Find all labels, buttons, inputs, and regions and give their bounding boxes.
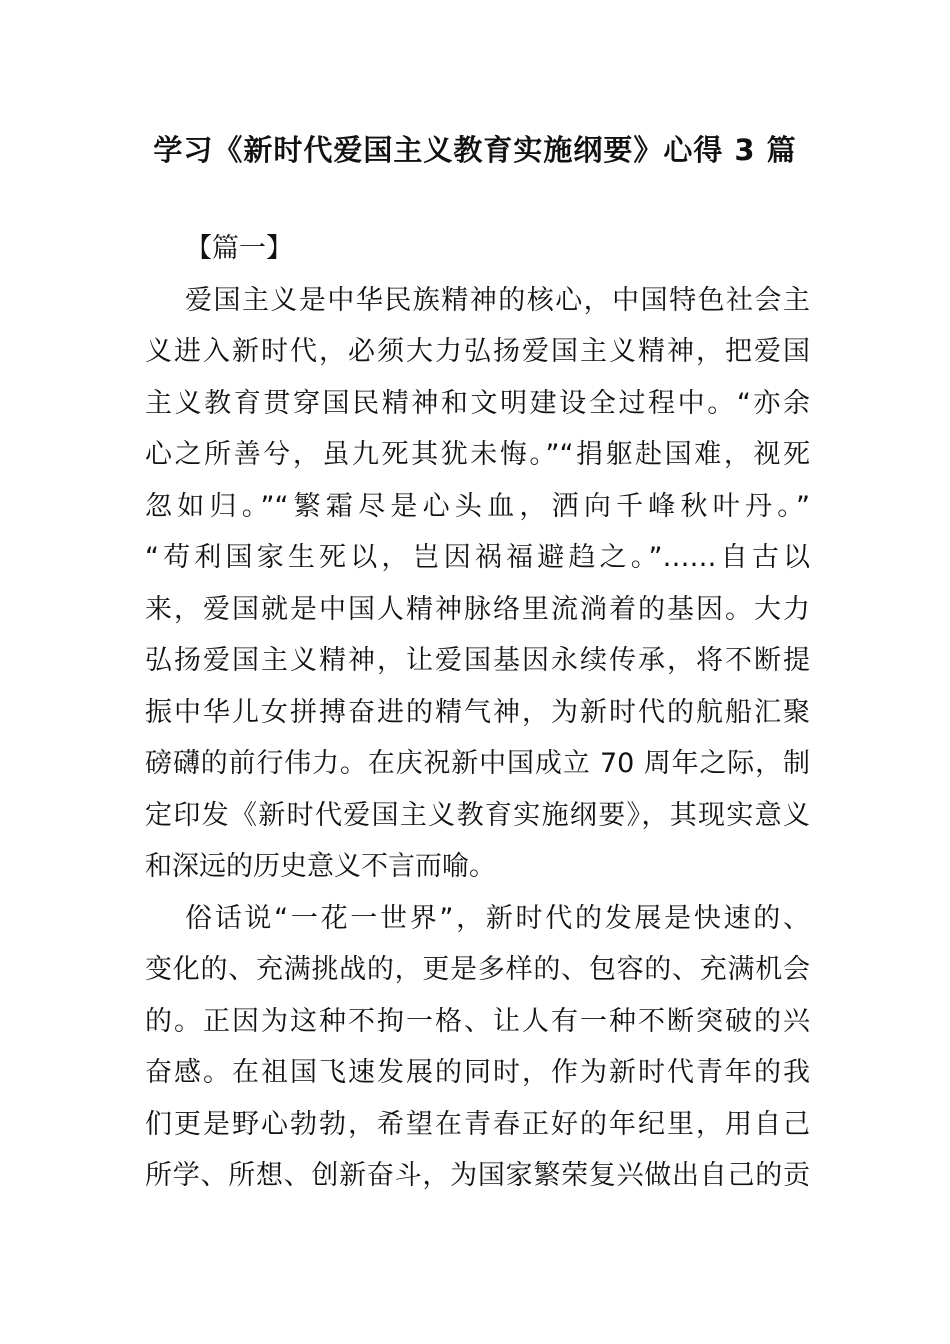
paragraph-line: 弘扬爱国主义精神，让爱国基因永续传承，将不断提 xyxy=(145,645,810,676)
paragraph-line: 主义教育贯穿国民精神和文明建设全过程中。“亦余 xyxy=(145,387,810,419)
paragraph-line: 磅礴的前行伟力。在庆祝新中国成立 70 周年之际，制 xyxy=(145,748,810,779)
paragraph-line: 心之所善兮，虽九死其犹未悔。”“捐躯赴国难，视死 xyxy=(145,439,810,470)
paragraph-line: 爱国主义是中华民族精神的核心，中国特色社会主 xyxy=(185,284,810,316)
paragraph-line: 忽如归。”“繁霜尽是心头血，洒向千峰秋叶丹。” xyxy=(145,490,810,522)
document-body xyxy=(145,223,810,1202)
paragraph-line: 来，爱国就是中国人精神脉络里流淌着的基因。大力 xyxy=(145,593,810,625)
section-heading: 【篇一】 xyxy=(185,233,293,264)
paragraph-line: 义进入新时代，必须大力弘扬爱国主义精神，把爱国 xyxy=(145,336,810,367)
paragraph-line: 们更是野心勃勃，希望在青春正好的年纪里，用自己 xyxy=(145,1108,810,1140)
paragraph-line: 俗话说“一花一世界”，新时代的发展是快速的、 xyxy=(185,902,810,934)
paragraph-line: 的。正因为这种不拘一格、让人有一种不断突破的兴 xyxy=(145,1005,810,1037)
paragraph-line: 和深远的历史意义不言而喻。 xyxy=(145,851,496,882)
document-title: 学习《新时代爱国主义教育实施纲要》心得 3 篇 xyxy=(153,133,797,167)
paragraph-line: 振中华儿女拼搏奋进的精气神，为新时代的航船汇聚 xyxy=(145,696,810,728)
paragraph-line: 所学、所想、创新奋斗，为国家繁荣复兴做出自己的贡 xyxy=(145,1160,810,1191)
paragraph-line: 变化的、充满挑战的，更是多样的、包容的、充满机会 xyxy=(145,954,810,985)
paragraph-line: 奋感。在祖国飞速发展的同时，作为新时代青年的我 xyxy=(145,1057,810,1088)
paragraph-2 xyxy=(145,893,810,1202)
paragraph-line: “苟利国家生死以，岂因祸福避趋之。”……自古以 xyxy=(145,542,810,573)
paragraph-1 xyxy=(145,275,810,893)
paragraph-line: 定印发《新时代爱国主义教育实施纲要》，其现实意义 xyxy=(145,799,810,831)
